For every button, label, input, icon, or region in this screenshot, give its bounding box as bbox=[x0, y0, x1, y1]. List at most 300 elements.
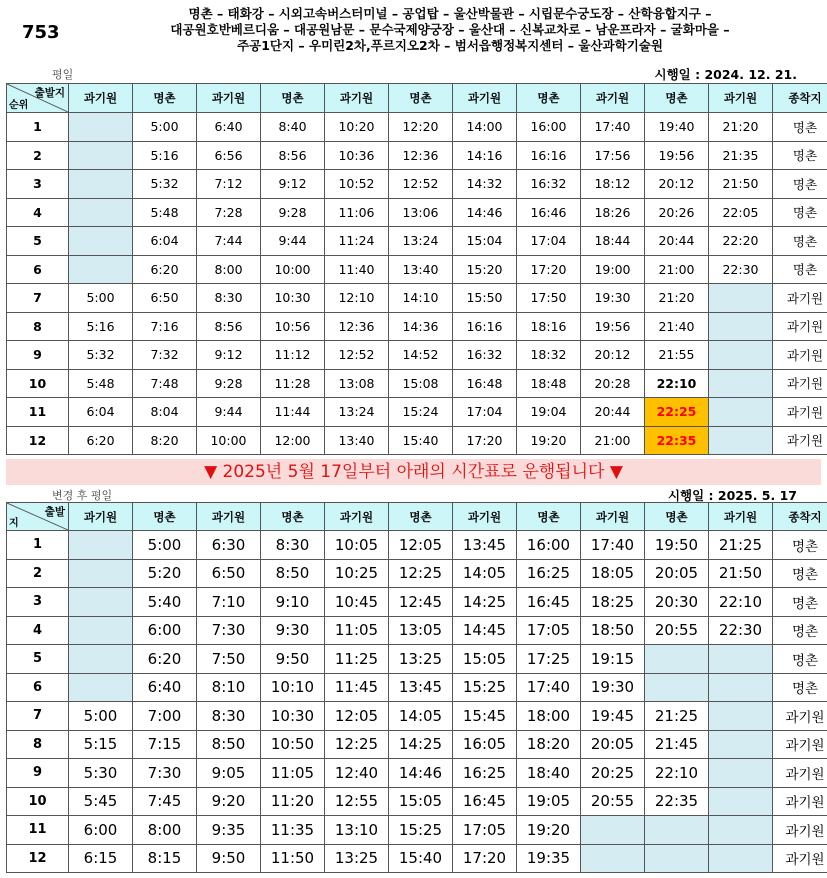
time-cell: 11:20 bbox=[261, 787, 325, 816]
time-cell: 9:35 bbox=[197, 816, 261, 845]
time-cell: 7:44 bbox=[197, 227, 261, 256]
table-row bbox=[7, 198, 827, 227]
time-cell: 22:35 bbox=[645, 426, 709, 455]
sequence-cell: 8 bbox=[7, 312, 69, 341]
time-cell: 8:00 bbox=[133, 816, 197, 845]
terminal-cell: 명촌 bbox=[773, 645, 827, 674]
time-cell: 7:48 bbox=[133, 369, 197, 398]
time-cell: 15:25 bbox=[389, 816, 453, 845]
time-cell: 17:05 bbox=[517, 616, 581, 645]
time-cell: 8:30 bbox=[197, 702, 261, 731]
time-cell: 11:28 bbox=[261, 369, 325, 398]
terminal-cell: 과기원 bbox=[773, 398, 827, 427]
time-cell: 20:28 bbox=[581, 369, 645, 398]
empty-cell bbox=[645, 816, 709, 845]
empty-cell bbox=[645, 844, 709, 873]
time-cell: 8:15 bbox=[133, 844, 197, 873]
table-row bbox=[7, 588, 827, 617]
table-row bbox=[7, 227, 827, 256]
time-cell: 7:30 bbox=[197, 616, 261, 645]
time-cell: 5:00 bbox=[133, 113, 197, 142]
empty-cell bbox=[581, 816, 645, 845]
time-cell: 20:30 bbox=[645, 588, 709, 617]
time-cell: 21:25 bbox=[709, 531, 773, 560]
time-cell: 16:48 bbox=[453, 369, 517, 398]
column-header: 명촌 bbox=[645, 503, 709, 531]
time-cell: 22:30 bbox=[709, 616, 773, 645]
time-cell: 19:00 bbox=[581, 255, 645, 284]
empty-cell bbox=[709, 673, 773, 702]
empty-cell bbox=[709, 369, 773, 398]
time-cell: 14:16 bbox=[453, 141, 517, 170]
empty-cell bbox=[709, 844, 773, 873]
time-cell: 11:44 bbox=[261, 398, 325, 427]
time-cell: 10:05 bbox=[325, 531, 389, 560]
time-cell: 19:50 bbox=[645, 531, 709, 560]
time-cell: 9:44 bbox=[197, 398, 261, 427]
column-header: 명촌 bbox=[133, 84, 197, 113]
time-cell: 16:00 bbox=[517, 531, 581, 560]
terminal-cell: 과기원 bbox=[773, 702, 827, 731]
corner-header bbox=[7, 84, 69, 113]
time-cell: 14:25 bbox=[453, 588, 517, 617]
time-cell: 6:40 bbox=[133, 673, 197, 702]
time-cell: 18:05 bbox=[581, 559, 645, 588]
column-header: 과기원 bbox=[197, 503, 261, 531]
column-header: 명촌 bbox=[389, 503, 453, 531]
sequence-cell: 9 bbox=[7, 759, 69, 788]
time-cell: 18:32 bbox=[517, 341, 581, 370]
schedule-change-notice: ▼ 2025년 5월 17일부터 아래의 시간표로 운행됩니다 ▼ bbox=[6, 459, 821, 485]
empty-cell bbox=[69, 645, 133, 674]
table-row bbox=[7, 787, 827, 816]
time-cell: 6:00 bbox=[69, 816, 133, 845]
terminal-cell: 과기원 bbox=[773, 341, 827, 370]
empty-cell bbox=[645, 673, 709, 702]
time-cell: 20:44 bbox=[581, 398, 645, 427]
sequence-cell: 10 bbox=[7, 787, 69, 816]
terminal-cell: 명촌 bbox=[773, 227, 827, 256]
time-cell: 5:15 bbox=[69, 730, 133, 759]
time-cell: 18:12 bbox=[581, 170, 645, 199]
time-cell: 12:45 bbox=[389, 588, 453, 617]
time-cell: 8:10 bbox=[197, 673, 261, 702]
time-cell: 6:04 bbox=[133, 227, 197, 256]
time-cell: 12:20 bbox=[389, 113, 453, 142]
table-row bbox=[7, 255, 827, 284]
time-cell: 17:04 bbox=[453, 398, 517, 427]
empty-cell bbox=[69, 588, 133, 617]
sequence-cell: 5 bbox=[7, 227, 69, 256]
time-cell: 17:50 bbox=[517, 284, 581, 313]
time-cell: 10:36 bbox=[325, 141, 389, 170]
time-cell: 14:46 bbox=[453, 198, 517, 227]
time-cell: 5:00 bbox=[133, 531, 197, 560]
time-cell: 16:00 bbox=[517, 113, 581, 142]
time-cell: 20:25 bbox=[581, 759, 645, 788]
sequence-cell: 2 bbox=[7, 559, 69, 588]
table-row bbox=[7, 531, 827, 560]
sequence-cell: 2 bbox=[7, 141, 69, 170]
table-row bbox=[7, 284, 827, 313]
time-cell: 7:30 bbox=[133, 759, 197, 788]
table-row bbox=[7, 141, 827, 170]
terminal-cell: 과기원 bbox=[773, 759, 827, 788]
sequence-cell: 10 bbox=[7, 369, 69, 398]
time-cell: 12:55 bbox=[325, 787, 389, 816]
time-cell: 19:56 bbox=[645, 141, 709, 170]
table-row bbox=[7, 730, 827, 759]
table-row bbox=[7, 369, 827, 398]
empty-cell bbox=[581, 844, 645, 873]
empty-cell bbox=[69, 198, 133, 227]
time-cell: 18:26 bbox=[581, 198, 645, 227]
table-row bbox=[7, 759, 827, 788]
terminal-cell: 과기원 bbox=[773, 426, 827, 455]
time-cell: 6:50 bbox=[133, 284, 197, 313]
time-cell: 19:40 bbox=[645, 113, 709, 142]
column-header: 명촌 bbox=[389, 84, 453, 113]
time-cell: 22:10 bbox=[645, 759, 709, 788]
empty-cell bbox=[709, 426, 773, 455]
time-cell: 15:20 bbox=[453, 255, 517, 284]
sequence-cell: 9 bbox=[7, 341, 69, 370]
time-cell: 11:06 bbox=[325, 198, 389, 227]
table-row bbox=[7, 170, 827, 199]
terminal-cell: 과기원 bbox=[773, 816, 827, 845]
time-cell: 8:50 bbox=[261, 559, 325, 588]
empty-cell bbox=[709, 787, 773, 816]
time-cell: 8:04 bbox=[133, 398, 197, 427]
column-header: 과기원 bbox=[69, 503, 133, 531]
time-cell: 7:00 bbox=[133, 702, 197, 731]
time-cell: 14:25 bbox=[389, 730, 453, 759]
empty-cell bbox=[709, 284, 773, 313]
time-cell: 19:30 bbox=[581, 284, 645, 313]
time-cell: 7:45 bbox=[133, 787, 197, 816]
sequence-cell: 12 bbox=[7, 844, 69, 873]
corner-bottom-label: 순위 bbox=[9, 100, 29, 111]
time-cell: 9:28 bbox=[261, 198, 325, 227]
terminal-cell: 명촌 bbox=[773, 616, 827, 645]
time-cell: 16:46 bbox=[517, 198, 581, 227]
time-cell: 18:44 bbox=[581, 227, 645, 256]
time-cell: 7:10 bbox=[197, 588, 261, 617]
time-cell: 19:35 bbox=[517, 844, 581, 873]
time-cell: 19:04 bbox=[517, 398, 581, 427]
time-cell: 13:40 bbox=[325, 426, 389, 455]
time-cell: 22:20 bbox=[709, 227, 773, 256]
time-cell: 6:20 bbox=[69, 426, 133, 455]
time-cell: 11:50 bbox=[261, 844, 325, 873]
time-cell: 9:28 bbox=[197, 369, 261, 398]
empty-cell bbox=[69, 531, 133, 560]
empty-cell bbox=[709, 312, 773, 341]
sequence-cell: 4 bbox=[7, 198, 69, 227]
time-cell: 13:45 bbox=[453, 531, 517, 560]
route-path-line: 대공원호반베르디움 – 대공원남문 – 문수국제양궁장 – 울산대 – 신복교차로 – 남운프라자 – 굴화마을 – bbox=[170, 22, 730, 37]
time-cell: 7:16 bbox=[133, 312, 197, 341]
time-cell: 5:45 bbox=[69, 787, 133, 816]
table2-label: 변경 후 평일 bbox=[52, 489, 113, 502]
time-cell: 5:32 bbox=[69, 341, 133, 370]
time-cell: 12:25 bbox=[389, 559, 453, 588]
table-row bbox=[7, 426, 827, 455]
time-cell: 6:04 bbox=[69, 398, 133, 427]
time-cell: 17:20 bbox=[453, 844, 517, 873]
table-row bbox=[7, 844, 827, 873]
time-cell: 6:40 bbox=[197, 113, 261, 142]
time-cell: 22:05 bbox=[709, 198, 773, 227]
terminal-cell: 과기원 bbox=[773, 369, 827, 398]
time-cell: 18:50 bbox=[581, 616, 645, 645]
column-header: 과기원 bbox=[453, 503, 517, 531]
column-header: 과기원 bbox=[709, 503, 773, 531]
time-cell: 10:20 bbox=[325, 113, 389, 142]
time-cell: 11:35 bbox=[261, 816, 325, 845]
route-path bbox=[100, 6, 800, 54]
terminal-cell: 명촌 bbox=[773, 170, 827, 199]
time-cell: 16:25 bbox=[453, 759, 517, 788]
time-cell: 7:32 bbox=[133, 341, 197, 370]
empty-cell bbox=[709, 702, 773, 731]
empty-cell bbox=[69, 255, 133, 284]
table1-meta bbox=[0, 65, 827, 81]
time-cell: 6:20 bbox=[133, 255, 197, 284]
time-cell: 5:48 bbox=[69, 369, 133, 398]
time-cell: 8:20 bbox=[133, 426, 197, 455]
sequence-cell: 7 bbox=[7, 702, 69, 731]
time-cell: 12:40 bbox=[325, 759, 389, 788]
time-cell: 11:05 bbox=[261, 759, 325, 788]
time-cell: 22:25 bbox=[645, 398, 709, 427]
time-cell: 5:16 bbox=[133, 141, 197, 170]
column-header: 과기원 bbox=[581, 84, 645, 113]
time-cell: 19:20 bbox=[517, 426, 581, 455]
time-cell: 18:48 bbox=[517, 369, 581, 398]
route-path-line: 명촌 – 태화강 – 시외고속버스터미널 – 공업탑 – 울산박물관 – 시립문수궁도장 – 산학융합지구 – bbox=[188, 6, 712, 21]
terminal-cell: 과기원 bbox=[773, 844, 827, 873]
timetable-current bbox=[6, 83, 827, 455]
time-cell: 18:20 bbox=[517, 730, 581, 759]
time-cell: 9:10 bbox=[261, 588, 325, 617]
time-cell: 11:24 bbox=[325, 227, 389, 256]
time-cell: 8:40 bbox=[261, 113, 325, 142]
time-cell: 14:05 bbox=[389, 702, 453, 731]
header-row bbox=[7, 503, 827, 531]
column-header: 과기원 bbox=[325, 84, 389, 113]
time-cell: 17:20 bbox=[453, 426, 517, 455]
time-cell: 8:30 bbox=[261, 531, 325, 560]
corner-bottom-label: 지 bbox=[9, 518, 19, 529]
time-cell: 15:24 bbox=[389, 398, 453, 427]
empty-cell bbox=[645, 645, 709, 674]
timetable-revised bbox=[6, 502, 827, 873]
time-cell: 15:05 bbox=[453, 645, 517, 674]
column-header: 과기원 bbox=[325, 503, 389, 531]
time-cell: 15:50 bbox=[453, 284, 517, 313]
time-cell: 10:00 bbox=[197, 426, 261, 455]
time-cell: 22:35 bbox=[645, 787, 709, 816]
time-cell: 20:12 bbox=[645, 170, 709, 199]
time-cell: 5:32 bbox=[133, 170, 197, 199]
column-header: 과기원 bbox=[69, 84, 133, 113]
empty-cell bbox=[69, 559, 133, 588]
time-cell: 5:20 bbox=[133, 559, 197, 588]
time-cell: 21:55 bbox=[645, 341, 709, 370]
time-cell: 15:40 bbox=[389, 844, 453, 873]
time-cell: 9:50 bbox=[261, 645, 325, 674]
time-cell: 10:25 bbox=[325, 559, 389, 588]
time-cell: 18:25 bbox=[581, 588, 645, 617]
sequence-cell: 11 bbox=[7, 398, 69, 427]
sequence-cell: 12 bbox=[7, 426, 69, 455]
time-cell: 8:50 bbox=[197, 730, 261, 759]
table-row bbox=[7, 645, 827, 674]
corner-header bbox=[7, 503, 69, 531]
time-cell: 15:04 bbox=[453, 227, 517, 256]
time-cell: 12:36 bbox=[389, 141, 453, 170]
time-cell: 10:45 bbox=[325, 588, 389, 617]
route-number: 753 bbox=[22, 22, 60, 43]
time-cell: 12:10 bbox=[325, 284, 389, 313]
empty-cell bbox=[709, 341, 773, 370]
empty-cell bbox=[69, 673, 133, 702]
time-cell: 21:20 bbox=[645, 284, 709, 313]
time-cell: 12:52 bbox=[389, 170, 453, 199]
time-cell: 13:06 bbox=[389, 198, 453, 227]
time-cell: 19:56 bbox=[581, 312, 645, 341]
sequence-cell: 8 bbox=[7, 730, 69, 759]
time-cell: 16:45 bbox=[517, 588, 581, 617]
time-cell: 6:00 bbox=[133, 616, 197, 645]
empty-cell bbox=[69, 141, 133, 170]
time-cell: 22:10 bbox=[709, 588, 773, 617]
time-cell: 6:20 bbox=[133, 645, 197, 674]
time-cell: 13:10 bbox=[325, 816, 389, 845]
terminal-cell: 명촌 bbox=[773, 198, 827, 227]
time-cell: 8:00 bbox=[197, 255, 261, 284]
time-cell: 17:56 bbox=[581, 141, 645, 170]
table-row bbox=[7, 702, 827, 731]
column-header: 명촌 bbox=[133, 503, 197, 531]
table2-meta bbox=[0, 486, 827, 502]
time-cell: 19:45 bbox=[581, 702, 645, 731]
time-cell: 14:05 bbox=[453, 559, 517, 588]
time-cell: 7:12 bbox=[197, 170, 261, 199]
time-cell: 12:52 bbox=[325, 341, 389, 370]
time-cell: 10:50 bbox=[261, 730, 325, 759]
table-row bbox=[7, 616, 827, 645]
time-cell: 9:05 bbox=[197, 759, 261, 788]
time-cell: 16:32 bbox=[453, 341, 517, 370]
time-cell: 5:00 bbox=[69, 702, 133, 731]
sequence-cell: 5 bbox=[7, 645, 69, 674]
terminal-cell: 명촌 bbox=[773, 255, 827, 284]
time-cell: 15:08 bbox=[389, 369, 453, 398]
time-cell: 13:40 bbox=[389, 255, 453, 284]
route-path-line: 주공1단지 – 우미린2차,푸르지오2차 – 범서읍행정복지센터 – 울산과학기술원 bbox=[237, 38, 663, 53]
sequence-cell: 1 bbox=[7, 531, 69, 560]
time-cell: 15:45 bbox=[453, 702, 517, 731]
time-cell: 16:05 bbox=[453, 730, 517, 759]
table-row bbox=[7, 312, 827, 341]
time-cell: 14:46 bbox=[389, 759, 453, 788]
time-cell: 16:45 bbox=[453, 787, 517, 816]
table-row bbox=[7, 398, 827, 427]
time-cell: 6:56 bbox=[197, 141, 261, 170]
time-cell: 21:00 bbox=[645, 255, 709, 284]
time-cell: 19:30 bbox=[581, 673, 645, 702]
time-cell: 12:36 bbox=[325, 312, 389, 341]
time-cell: 7:28 bbox=[197, 198, 261, 227]
time-cell: 8:56 bbox=[261, 141, 325, 170]
time-cell: 12:05 bbox=[389, 531, 453, 560]
table2-effective-date: 시행일 : 2025. 5. 17 bbox=[667, 488, 797, 503]
table-row bbox=[7, 559, 827, 588]
table-row bbox=[7, 816, 827, 845]
time-cell: 9:20 bbox=[197, 787, 261, 816]
time-cell: 21:40 bbox=[645, 312, 709, 341]
time-cell: 17:05 bbox=[453, 816, 517, 845]
empty-cell bbox=[69, 616, 133, 645]
time-cell: 13:24 bbox=[389, 227, 453, 256]
time-cell: 19:20 bbox=[517, 816, 581, 845]
time-cell: 7:15 bbox=[133, 730, 197, 759]
time-cell: 17:25 bbox=[517, 645, 581, 674]
empty-cell bbox=[69, 170, 133, 199]
column-header: 명촌 bbox=[517, 84, 581, 113]
terminal-cell: 명촌 bbox=[773, 141, 827, 170]
time-cell: 19:05 bbox=[517, 787, 581, 816]
terminal-cell: 명촌 bbox=[773, 559, 827, 588]
time-cell: 5:00 bbox=[69, 284, 133, 313]
sequence-cell: 3 bbox=[7, 170, 69, 199]
column-header: 과기원 bbox=[709, 84, 773, 113]
empty-cell bbox=[709, 759, 773, 788]
empty-cell bbox=[709, 398, 773, 427]
column-header: 종착지 bbox=[773, 84, 827, 113]
time-cell: 16:25 bbox=[517, 559, 581, 588]
time-cell: 5:40 bbox=[133, 588, 197, 617]
time-cell: 10:52 bbox=[325, 170, 389, 199]
time-cell: 20:05 bbox=[645, 559, 709, 588]
time-cell: 9:30 bbox=[261, 616, 325, 645]
table-row bbox=[7, 673, 827, 702]
time-cell: 21:20 bbox=[709, 113, 773, 142]
time-cell: 20:05 bbox=[581, 730, 645, 759]
time-cell: 20:55 bbox=[581, 787, 645, 816]
time-cell: 20:12 bbox=[581, 341, 645, 370]
time-cell: 12:05 bbox=[325, 702, 389, 731]
terminal-cell: 명촌 bbox=[773, 673, 827, 702]
time-cell: 17:04 bbox=[517, 227, 581, 256]
time-cell: 12:25 bbox=[325, 730, 389, 759]
column-header: 명촌 bbox=[517, 503, 581, 531]
time-cell: 14:10 bbox=[389, 284, 453, 313]
empty-cell bbox=[709, 730, 773, 759]
table-row bbox=[7, 341, 827, 370]
column-header: 과기원 bbox=[581, 503, 645, 531]
time-cell: 20:26 bbox=[645, 198, 709, 227]
time-cell: 14:00 bbox=[453, 113, 517, 142]
time-cell: 5:30 bbox=[69, 759, 133, 788]
time-cell: 18:40 bbox=[517, 759, 581, 788]
column-header: 명촌 bbox=[261, 503, 325, 531]
time-cell: 21:25 bbox=[645, 702, 709, 731]
time-cell: 11:40 bbox=[325, 255, 389, 284]
terminal-cell: 과기원 bbox=[773, 284, 827, 313]
